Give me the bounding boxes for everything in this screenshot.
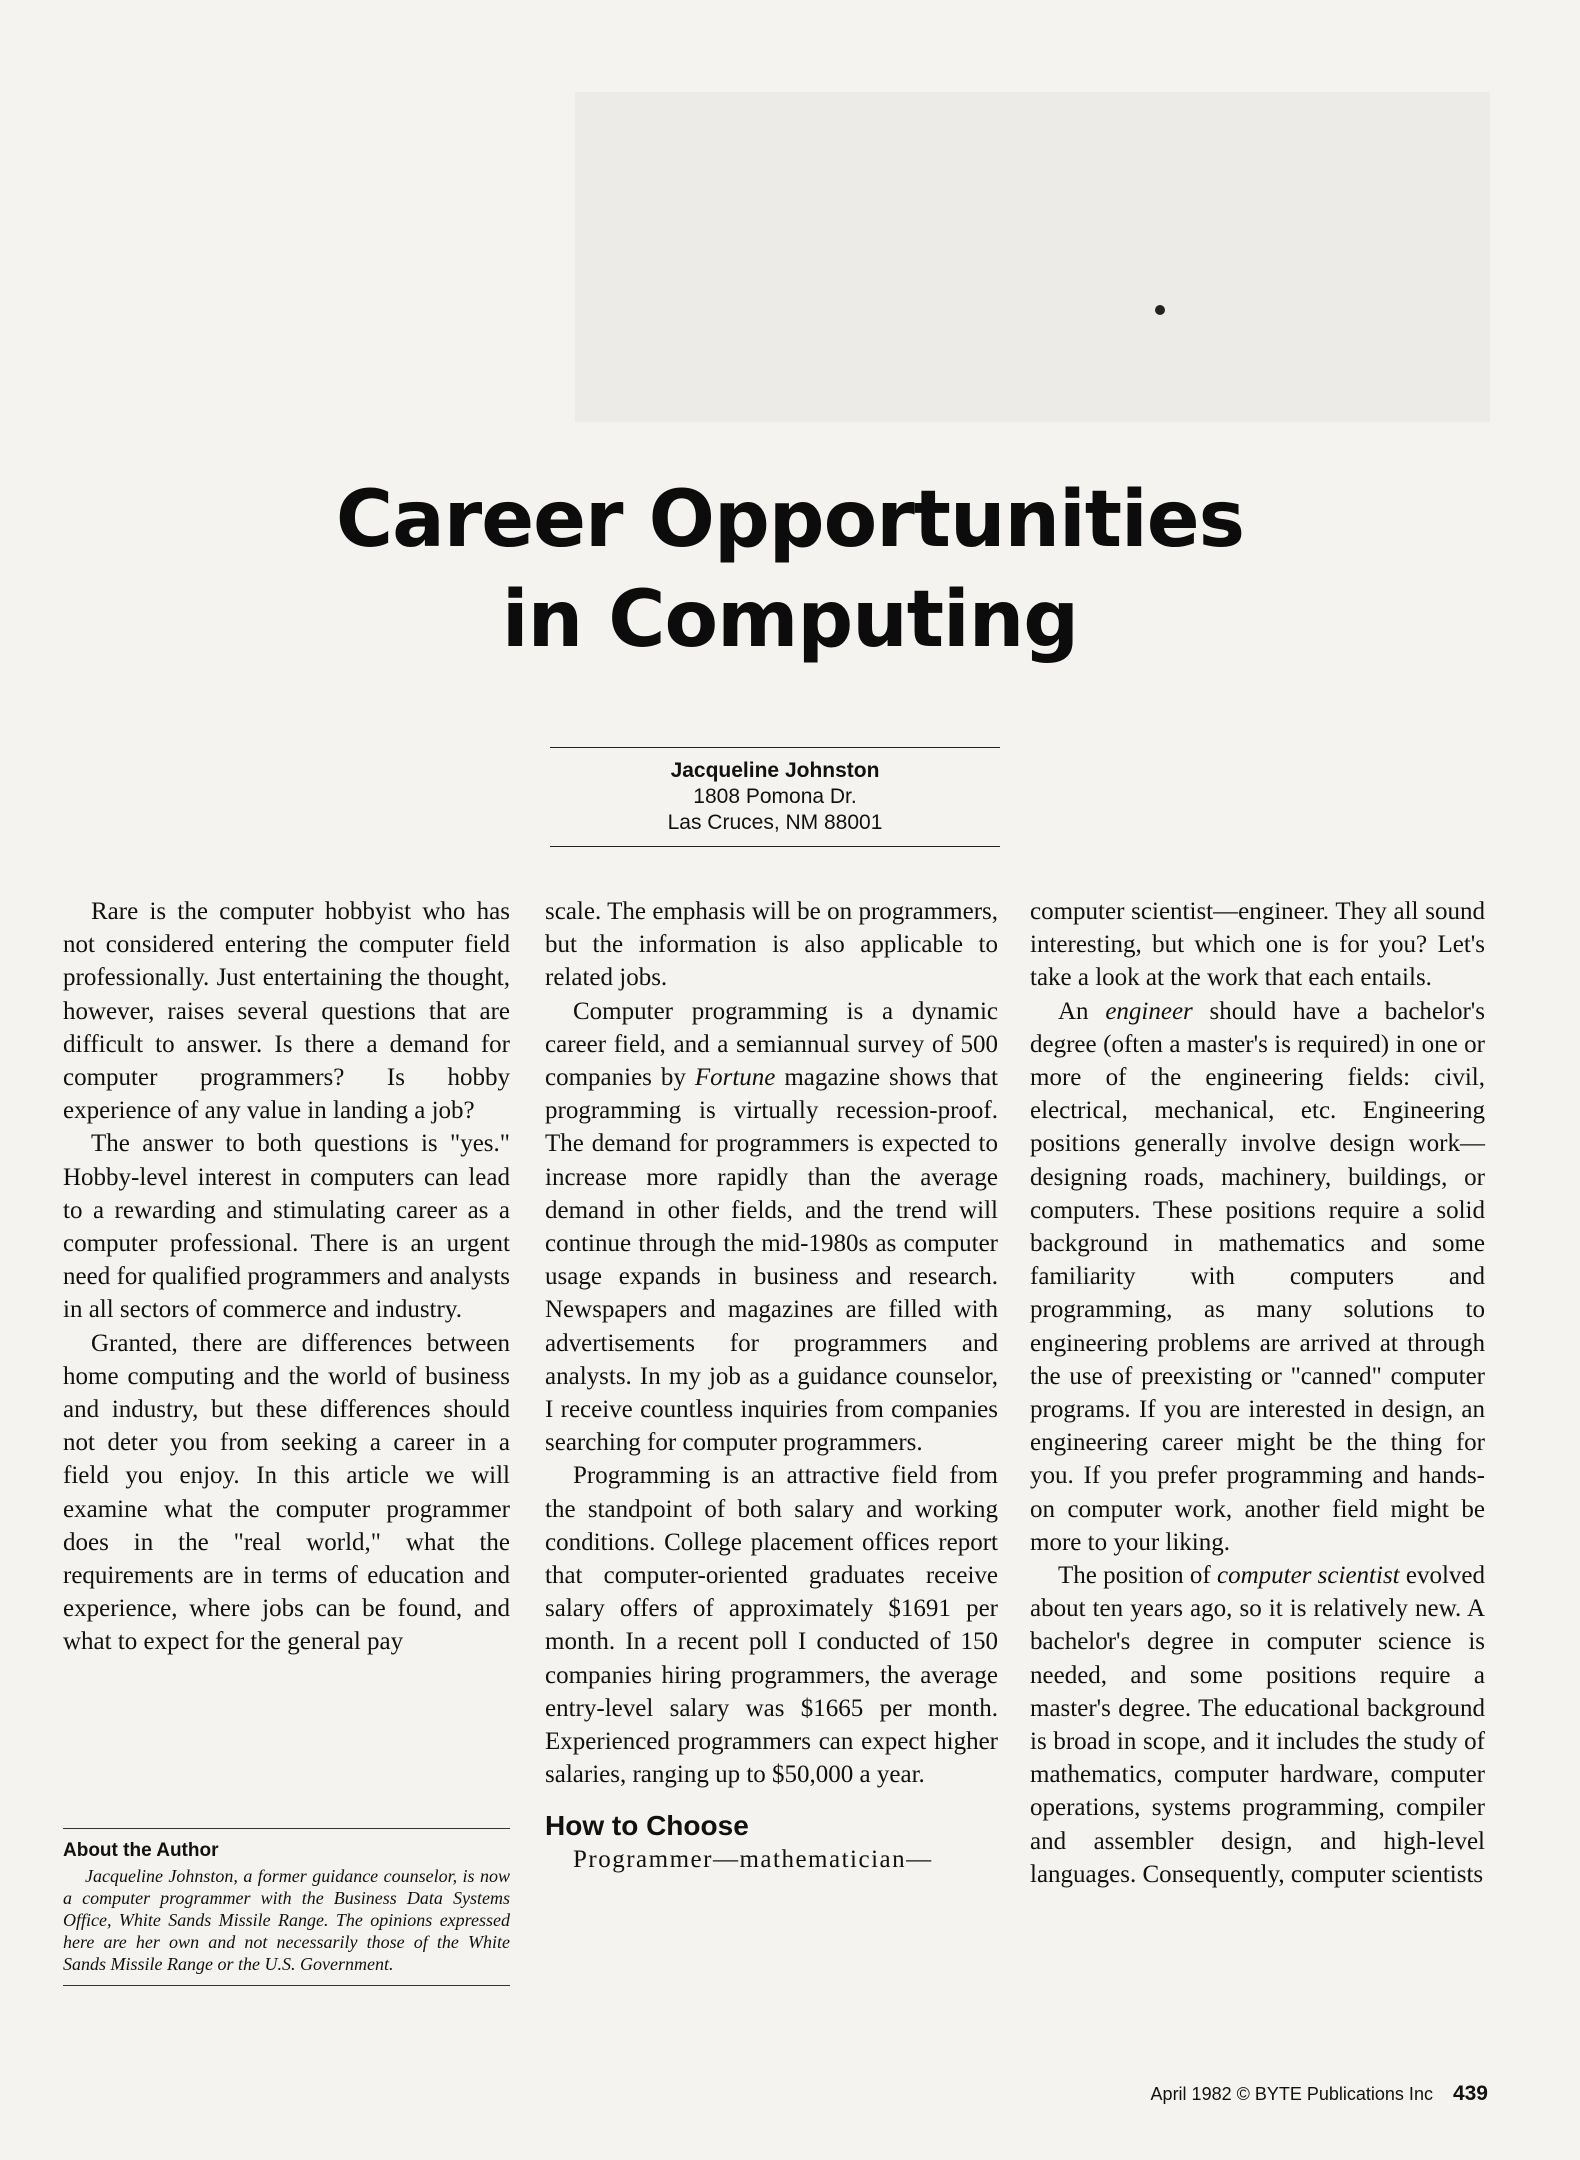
- column-1: [63, 895, 510, 1659]
- paragraph: Rare is the computer hobbyist who has not considered entering the computer field professionally. Just entertaining the thought, however, raises several questions that are difficult to answer. Is there a demand for computer programmers? Is hobby experience of any value in landing a job?: [63, 898, 510, 1125]
- article-title: [0, 470, 1580, 670]
- background-image-shadow: [575, 92, 1490, 422]
- author-city: Las Cruces, NM 88001: [667, 811, 883, 834]
- paragraph: scale. The emphasis will be on programmers, but the information is also applicable to related jobs.: [545, 898, 998, 992]
- page-number: 439: [1452, 2082, 1488, 2105]
- emphasis-text: Fortune: [694, 1064, 776, 1092]
- text-run: The position of: [1058, 1562, 1211, 1590]
- text-run: magazine shows that programming is virtually recession-proof. The demand for programmers is expected to increase more rapidly than the average demand in other fields, and the trend will continue through the mid-1980s as computer usage expands in business and research. Newspapers and magazines are filled with advertisements for programmers and analysts. In my job as a guidance counselor, I receive countless inquiries from companies searching for computer programmers.: [545, 1064, 998, 1457]
- text-run: An: [1058, 997, 1089, 1025]
- title-line-2: in Computing: [501, 575, 1079, 665]
- paragraph: [1030, 1559, 1485, 1891]
- paragraph: Granted, there are differences between home computing and the world of business and industry, but these differences should not deter you from seeking a career in a field you enjoy. In this article we will examine what the computer programmer does in the "real world," what the requirements are in terms of education and experience, where jobs can be found, and what to expect for the general pay: [63, 1329, 510, 1656]
- paragraph: computer scientist—engineer. They all sound interesting, but which one is for you? Let's take a look at the work that each entails.: [1030, 898, 1485, 992]
- column-3: [1030, 895, 1485, 1891]
- author-byline: [550, 747, 1000, 847]
- emphasis-text: computer scientist: [1217, 1562, 1400, 1590]
- author-name: Jacqueline Johnston: [670, 759, 880, 782]
- decorative-dot: [1155, 305, 1165, 315]
- section-heading: How to Choose: [545, 1810, 749, 1842]
- emphasis-text: engineer: [1105, 997, 1193, 1025]
- paragraph: Programmer—mathematician—: [573, 1846, 933, 1874]
- publication-credit: April 1982 © BYTE Publications Inc: [1150, 2084, 1433, 2104]
- paragraph: [545, 995, 998, 1460]
- about-heading: About the Author: [63, 1840, 219, 1861]
- column-2: [545, 895, 998, 1877]
- author-street: 1808 Pomona Dr.: [693, 785, 857, 808]
- title-line-1: Career Opportunities: [335, 475, 1245, 565]
- about-text: Jacqueline Johnston, a former guidance counselor, is now a computer programmer with the Business Data Systems Office, White Sands Missile Range. The opinions expressed here are her own and not necessarily those of the White Sands Missile Range or the U.S. Government.: [63, 1866, 510, 1974]
- page-footer: [1151, 2082, 1488, 2106]
- text-run: Computer programming is a dynamic career field, and a semiannual survey of 500 companies by: [545, 997, 998, 1092]
- paragraph: The answer to both questions is "yes." Hobby-level interest in computers can lead to a rewarding and stimulating career as a computer professional. There is an urgent need for qualified programmers and analysts in all sectors of commerce and industry.: [63, 1130, 510, 1324]
- text-run: should have a bachelor's degree (often a master's is required) in one or more of the engineering fields: civil, electrical, mechanical, etc. Engineering positions generally involve design work—designing roads, machinery, buildings, or computers. These positions require a solid background in mathematics and some familiarity with computers and programming, as many solutions to engineering problems are arrived at through the use of preexisting or "canned" computer programs. If you are interested in design, an engineering career might be the thing for you. If you prefer programming and hands-on computer work, another field might be more to your liking.: [1030, 997, 1486, 1556]
- text-run: evolved about ten years ago, so it is relatively new. A bachelor's degree in computer science is needed, and some positions require a master's degree. The educational background is broad in scope, and it includes the study of mathematics, computer hardware, computer operations, systems programming, compiler and assembler design, and high-level languages. Consequently, computer scientists: [1030, 1562, 1486, 1888]
- paragraph: Programming is an attractive field from the standpoint of both salary and working conditions. College placement offices report that computer-oriented graduates receive salary offers of approximately $1691 per month. In a recent poll I conducted of 150 companies hiring programmers, the average entry-level salary was $1665 per month. Experienced programmers can expect higher salaries, ranging up to $50,000 a year.: [545, 1462, 998, 1789]
- paragraph: [1030, 995, 1485, 1559]
- about-the-author-box: [63, 1828, 510, 1986]
